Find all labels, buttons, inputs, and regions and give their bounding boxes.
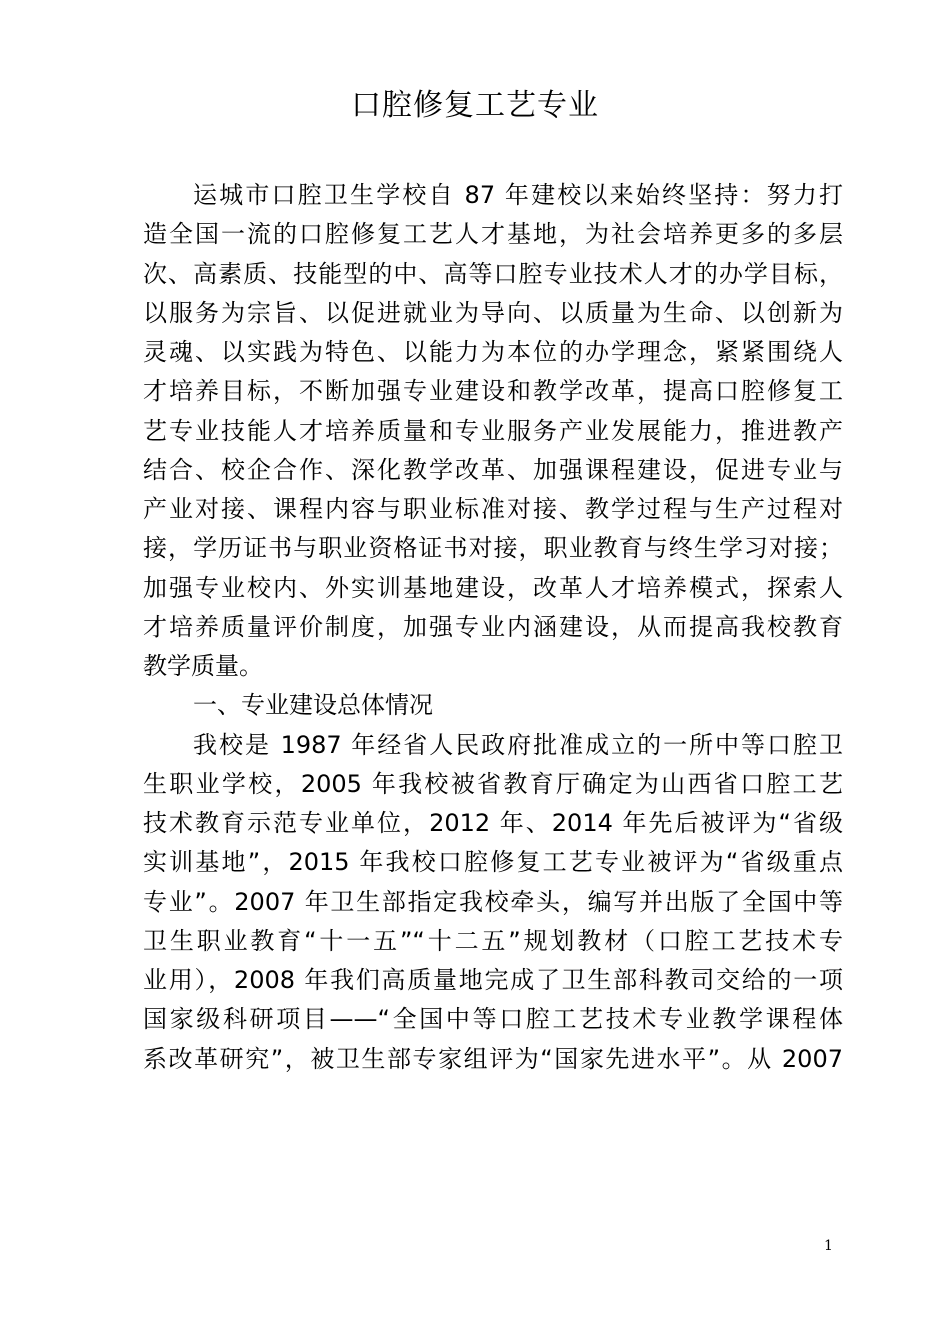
text-line: 卫生职业教育“十一五”“十二五”规划教材（口腔工艺技术专 xyxy=(143,926,843,955)
text-line: 产业对接、课程内容与职业标准对接、教学过程与生产过程对 xyxy=(143,495,843,523)
text-line: 国家级科研项目——“全国中等口腔工艺技术专业教学课程体 xyxy=(143,1005,843,1034)
text-line: 运城市口腔卫生学校自 87 年建校以来始终坚持：努力打 xyxy=(193,181,843,209)
text-line: 以服务为宗旨、以促进就业为导向、以质量为生命、以创新为 xyxy=(143,298,843,327)
text-line: 专业”。2007 年卫生部指定我校牵头，编写并出版了全国中等 xyxy=(143,887,843,916)
text-line: 教学质量。 xyxy=(143,652,263,680)
text-line: 才培养质量评价制度，加强专业内涵建设，从而提高我校教育 xyxy=(143,612,843,641)
text-line: 才培养目标，不断加强专业建设和教学改革，提高口腔修复工 xyxy=(143,377,843,406)
text-line: 系改革研究”，被卫生部专家组评为“国家先进水平”。从 2007 xyxy=(143,1044,843,1073)
section-heading: 一、专业建设总体情况 xyxy=(193,691,433,720)
text-line: 灵魂、以实践为特色、以能力为本位的办学理念，紧紧围绕人 xyxy=(143,338,843,366)
page-number: 1 xyxy=(824,1238,833,1254)
text-line: 艺专业技能人才培养质量和专业服务产业发展能力，推进教产 xyxy=(143,416,843,445)
text-line: 业用），2008 年我们高质量地完成了卫生部科教司交给的一项 xyxy=(143,966,843,994)
text-line: 造全国一流的口腔修复工艺人才基地，为社会培养更多的多层 xyxy=(143,220,843,249)
text-line: 接，学历证书与职业资格证书对接，职业教育与终生学习对接； xyxy=(143,534,843,563)
text-line: 技术教育示范专业单位，2012 年、2014 年先后被评为“省级 xyxy=(143,809,843,837)
document-title: 口腔修复工艺专业 xyxy=(351,88,599,123)
text-line: 加强专业校内、外实训基地建设，改革人才培养模式，探索人 xyxy=(143,573,843,602)
text-line: 次、高素质、技能型的中、高等口腔专业技术人才的办学目标， xyxy=(143,259,843,288)
document-body xyxy=(143,176,843,1079)
text-line: 我校是 1987 年经省人民政府批准成立的一所中等口腔卫 xyxy=(193,730,843,759)
text-line: 实训基地”，2015 年我校口腔修复工艺专业被评为“省级重点 xyxy=(143,848,843,877)
text-line: 生职业学校，2005 年我校被省教育厅确定为山西省口腔工艺 xyxy=(143,769,843,798)
text-line: 结合、校企合作、深化教学改革、加强课程建设，促进专业与 xyxy=(143,455,843,484)
